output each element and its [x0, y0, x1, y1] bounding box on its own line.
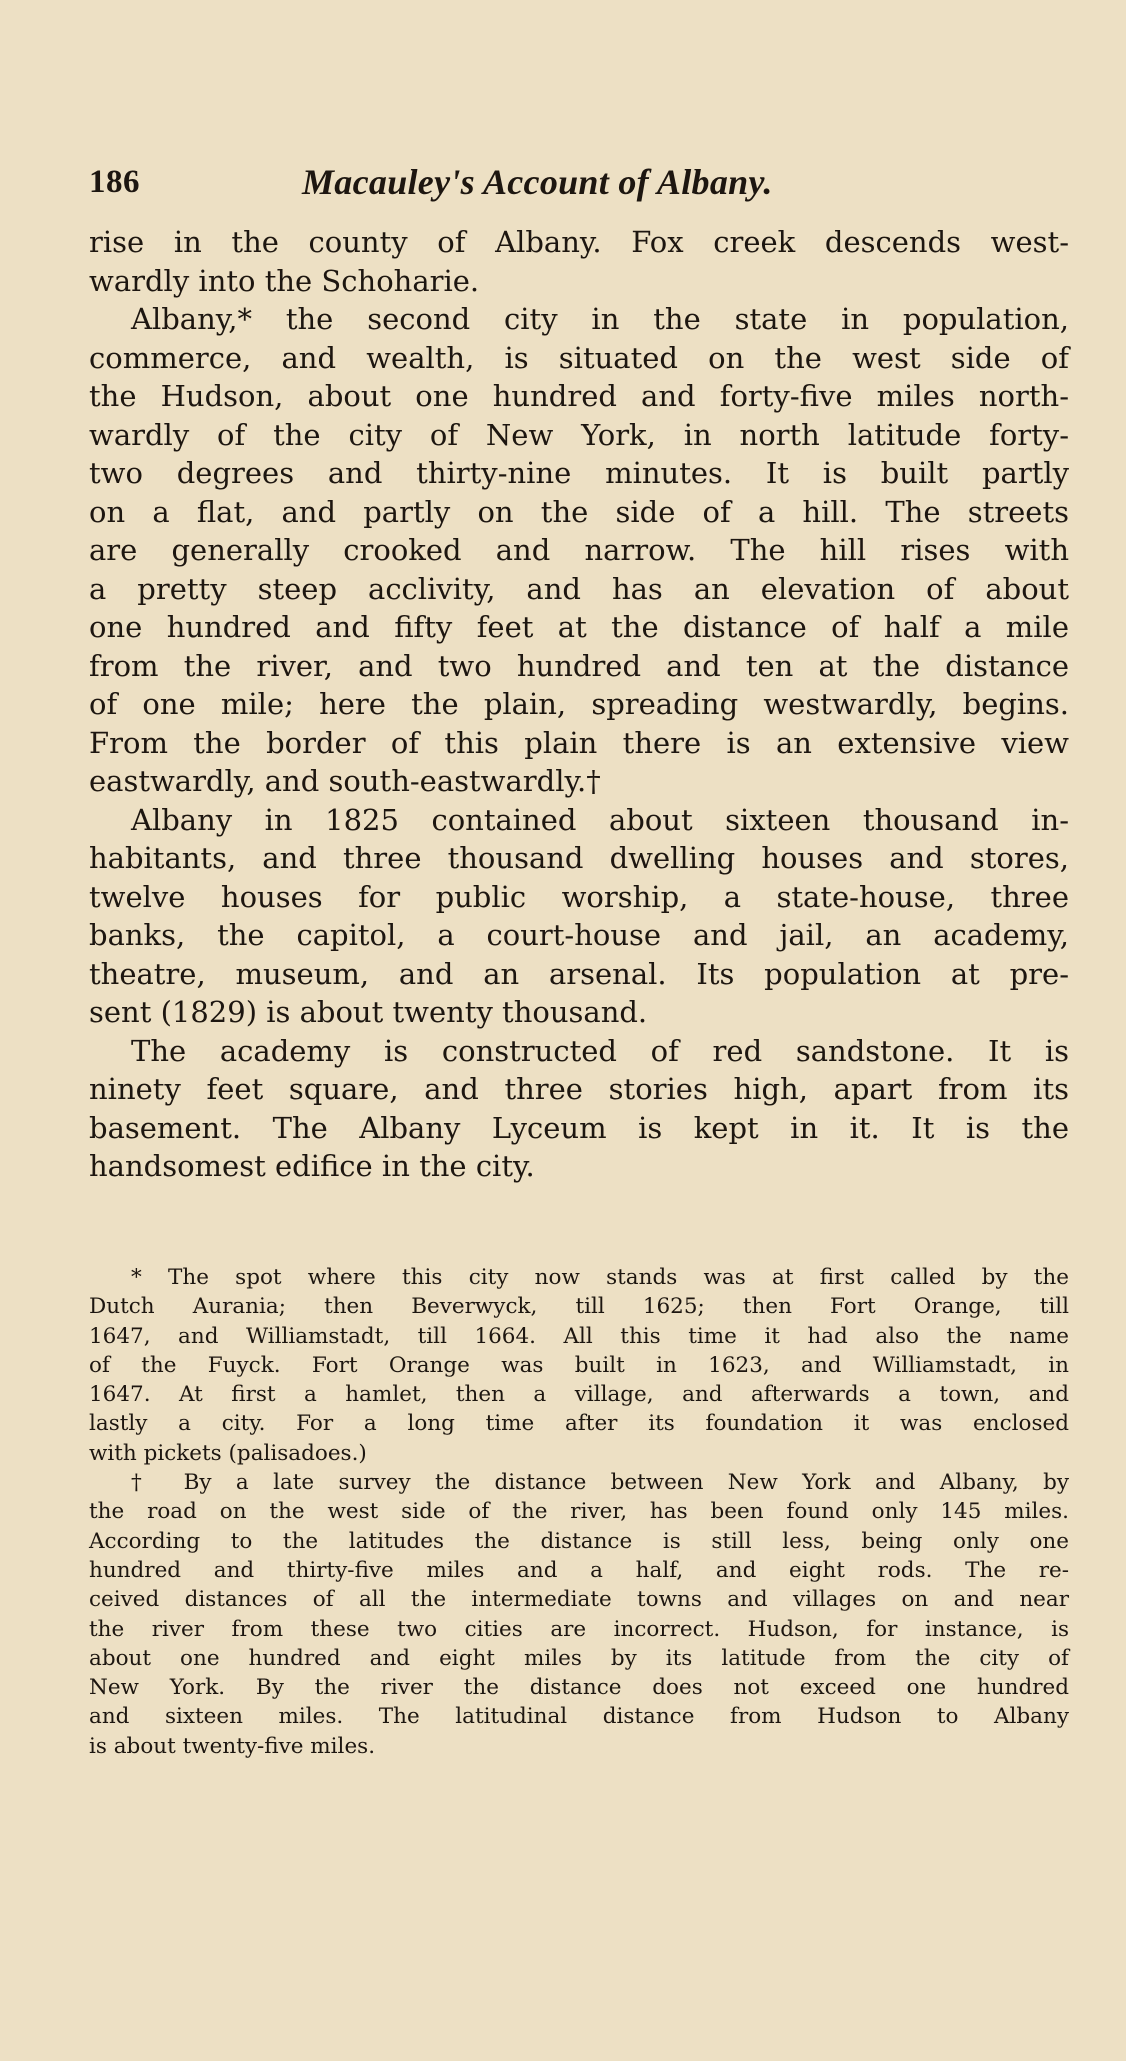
- body-line: are generally crooked and narrow. The hill rises with: [89, 533, 1069, 567]
- footnotes: [89, 1263, 1069, 1761]
- body-line: habitants, and three thousand dwelling houses and stores,: [89, 841, 1069, 875]
- footnote-line: hundred and thirty-five miles and a half, and eight rods. The re-: [89, 1557, 1069, 1583]
- body-line: theatre, museum, and an arsenal. Its population at pre-: [89, 956, 1069, 991]
- body-text: [89, 223, 1069, 1186]
- body-line: wardly of the city of New York, in north latitude forty-: [89, 417, 1069, 452]
- body-line: rise in the county of Albany. Fox creek descends west-: [89, 225, 1069, 259]
- footnote-line: 1647, and Williamstadt, till 1664. All this time it had also the name: [89, 1323, 1069, 1349]
- footnote-line: According to the latitudes the distance is still less, being only one: [89, 1528, 1069, 1554]
- footnote-line: Dutch Aurania; then Beverwyck, till 1625; then Fort Orange, till: [89, 1294, 1069, 1320]
- body-line: basement. The Albany Lyceum is kept in it. It is the: [89, 1110, 1069, 1145]
- body-line: of one mile; here the plain, spreading westwardly, begins.: [89, 687, 1069, 721]
- body-line: sent (1829) is about twenty thousand.: [89, 995, 648, 1029]
- footnote-line: is about twenty-five miles.: [89, 1733, 376, 1759]
- footnote-line: New York. By the river the distance does not exceed one hundred: [89, 1675, 1069, 1701]
- body-line: the Hudson, about one hundred and forty-five miles north-: [89, 379, 1069, 413]
- body-line: twelve houses for public worship, a state-house, three: [89, 879, 1069, 914]
- body-line: wardly into the Schoharie.: [89, 263, 480, 298]
- footnote-line: 1647. At first a hamlet, then a village, and afterwards a town, and: [89, 1382, 1069, 1408]
- body-line: handsomest edifice in the city.: [89, 1149, 535, 1183]
- body-line: two degrees and thirty-nine minutes. It is built partly: [89, 456, 1069, 490]
- page-header: [89, 160, 1049, 204]
- footnote-line: the road on the west side of the river, has been found only 145 miles.: [89, 1499, 1069, 1525]
- footnote-line: with pickets (palisadoes.): [89, 1440, 367, 1466]
- body-line: commerce, and wealth, is situated on the west side of: [89, 340, 1069, 375]
- footnote-line: and sixteen miles. The latitudinal distance from Hudson to Albany: [89, 1704, 1069, 1730]
- footnote-line: ceived distances of all the intermediate towns and villages on and near: [89, 1587, 1069, 1613]
- footnote-line: the river from these two cities are incorrect. Hudson, for instance, is: [89, 1616, 1069, 1642]
- footnote-line: about one hundred and eight miles by its latitude from the city of: [89, 1645, 1069, 1671]
- footnote-line: lastly a city. For a long time after its foundation it was enclosed: [89, 1411, 1069, 1437]
- body-line: banks, the capitol, a court-house and jail, an academy,: [89, 918, 1069, 952]
- body-line: on a flat, and partly on the side of a hill. The streets: [89, 494, 1069, 529]
- body-line: Albany in 1825 contained about sixteen thousand in-: [131, 802, 1069, 837]
- footnote-line: * The spot where this city now stands was at first called by the: [131, 1265, 1069, 1290]
- body-line: Albany,* the second city in the state in population,: [131, 302, 1069, 336]
- body-line: eastwardly, and south-eastwardly.†: [89, 764, 601, 798]
- body-line: one hundred and fifty feet at the distance of half a mile: [89, 610, 1069, 644]
- body-line: From the border of this plain there is an extensive view: [89, 725, 1069, 760]
- body-line: ninety feet square, and three stories high, apart from its: [89, 1072, 1069, 1106]
- page-number: 186: [89, 164, 140, 200]
- body-line: a pretty steep acclivity, and has an elevation of about: [89, 571, 1069, 606]
- body-line: The academy is constructed of red sandstone. It is: [131, 1033, 1069, 1068]
- footnote-line: † By a late survey the distance between New York and Albany, by: [131, 1470, 1069, 1496]
- footnote-line: of the Fuyck. Fort Orange was built in 1623, and Williamstadt, in: [89, 1352, 1069, 1378]
- body-line: from the river, and two hundred and ten at the distance: [89, 648, 1069, 683]
- running-title: Macauley's Account of Albany.: [302, 162, 773, 202]
